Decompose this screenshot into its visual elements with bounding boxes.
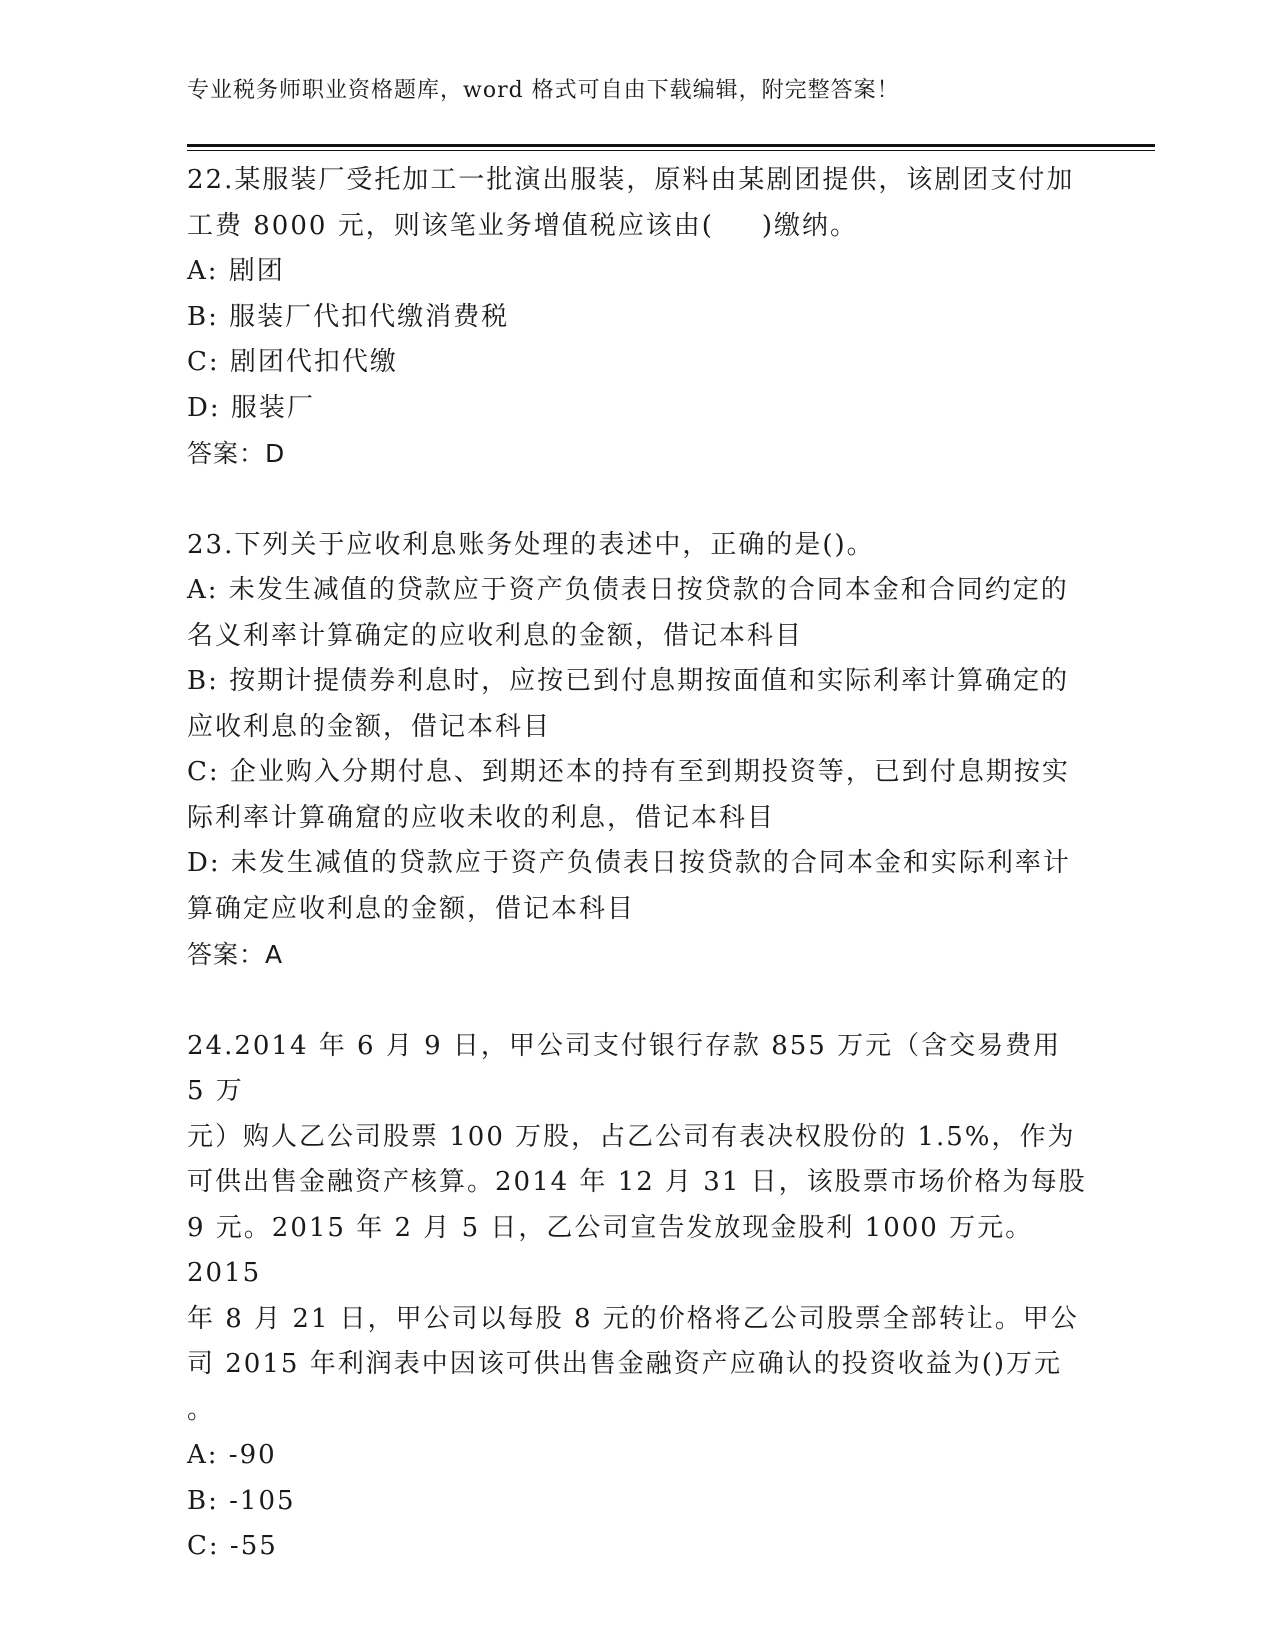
option-c: C: 剧团代扣代缴: [187, 347, 398, 377]
question-spacer: [187, 978, 1087, 1024]
stem-line: 9 元。2015 年 2 月 5 日，乙公司宣告发放现金股利 1000 万元。2015: [187, 1212, 1034, 1288]
question-24: [187, 1024, 1087, 1570]
header-rule: [187, 144, 1155, 147]
option-a: A: -90: [187, 1440, 277, 1470]
question-23: [187, 523, 1087, 978]
option-c: C: 企业购入分期付息、到期还本的持有至到期投资等，已到付息期按实际利率计算确窟的应收未收的利息，借记本科目: [187, 757, 1070, 833]
option-a: A: 剧团: [187, 256, 285, 286]
option-c: C: -55: [187, 1531, 278, 1561]
question-stem: [187, 158, 1087, 249]
question-stem: 23.下列关于应收利息账务处理的表述中，正确的是()。: [187, 529, 875, 560]
question-stem: [187, 1024, 1087, 1434]
option-b: B: 服装厂代扣代缴消费税: [187, 301, 510, 332]
question-stem-text: 22.某服装厂受托加工一批演出服装，原料由某剧团提供，该剧团支付加工费 8000 元，则该笔业务增值税应该由(: [187, 165, 1075, 241]
stem-line: 24.2014 年 6 月 9 日，甲公司支付银行存款 855 万元（含交易费用 5 万: [187, 1030, 1062, 1106]
header-rule-thin: [187, 150, 1155, 151]
option-d: D: 未发生减值的贷款应于资产负债表日按贷款的合同本金和实际利率计算确定应收利息的金额，借记本科目: [187, 848, 1071, 924]
question-stem-tail: )缴纳。: [761, 210, 858, 241]
answer: 答案：A: [187, 940, 284, 969]
stem-line: 司 2015 年利润表中因该可供出售金融资产应确认的投资收益为()万元: [187, 1349, 1062, 1379]
option-a: A: 未发生减值的贷款应于资产负债表日按贷款的合同本金和合同约定的名义利率计算确定的应收利息的金额，借记本科目: [187, 575, 1069, 651]
option-d: D: 服装厂: [187, 392, 315, 423]
option-b: B: -105: [187, 1485, 296, 1516]
answer: 答案：D: [187, 439, 286, 468]
question-22: [187, 158, 1087, 477]
stem-line: 元）购人乙公司股票 100 万股，占乙公司有表决权股份的 1.5%，作为: [187, 1121, 1076, 1152]
option-b: B: 按期计提债券利息时，应按已到付息期按面值和实际利率计算确定的应收利息的金额，借记本科目: [187, 666, 1070, 742]
stem-line: 可供出售金融资产核算。2014 年 12 月 31 日，该股票市场价格为每股: [187, 1167, 1087, 1197]
stem-line: 。: [187, 1394, 216, 1425]
stem-line: 年 8 月 21 日，甲公司以每股 8 元的价格将乙公司股票全部转让。甲公: [187, 1303, 1079, 1334]
question-spacer: [187, 477, 1087, 523]
page-header: 专业税务师职业资格题库，word 格式可自由下载编辑，附完整答案！: [187, 78, 900, 103]
question-list: [187, 158, 1087, 1570]
